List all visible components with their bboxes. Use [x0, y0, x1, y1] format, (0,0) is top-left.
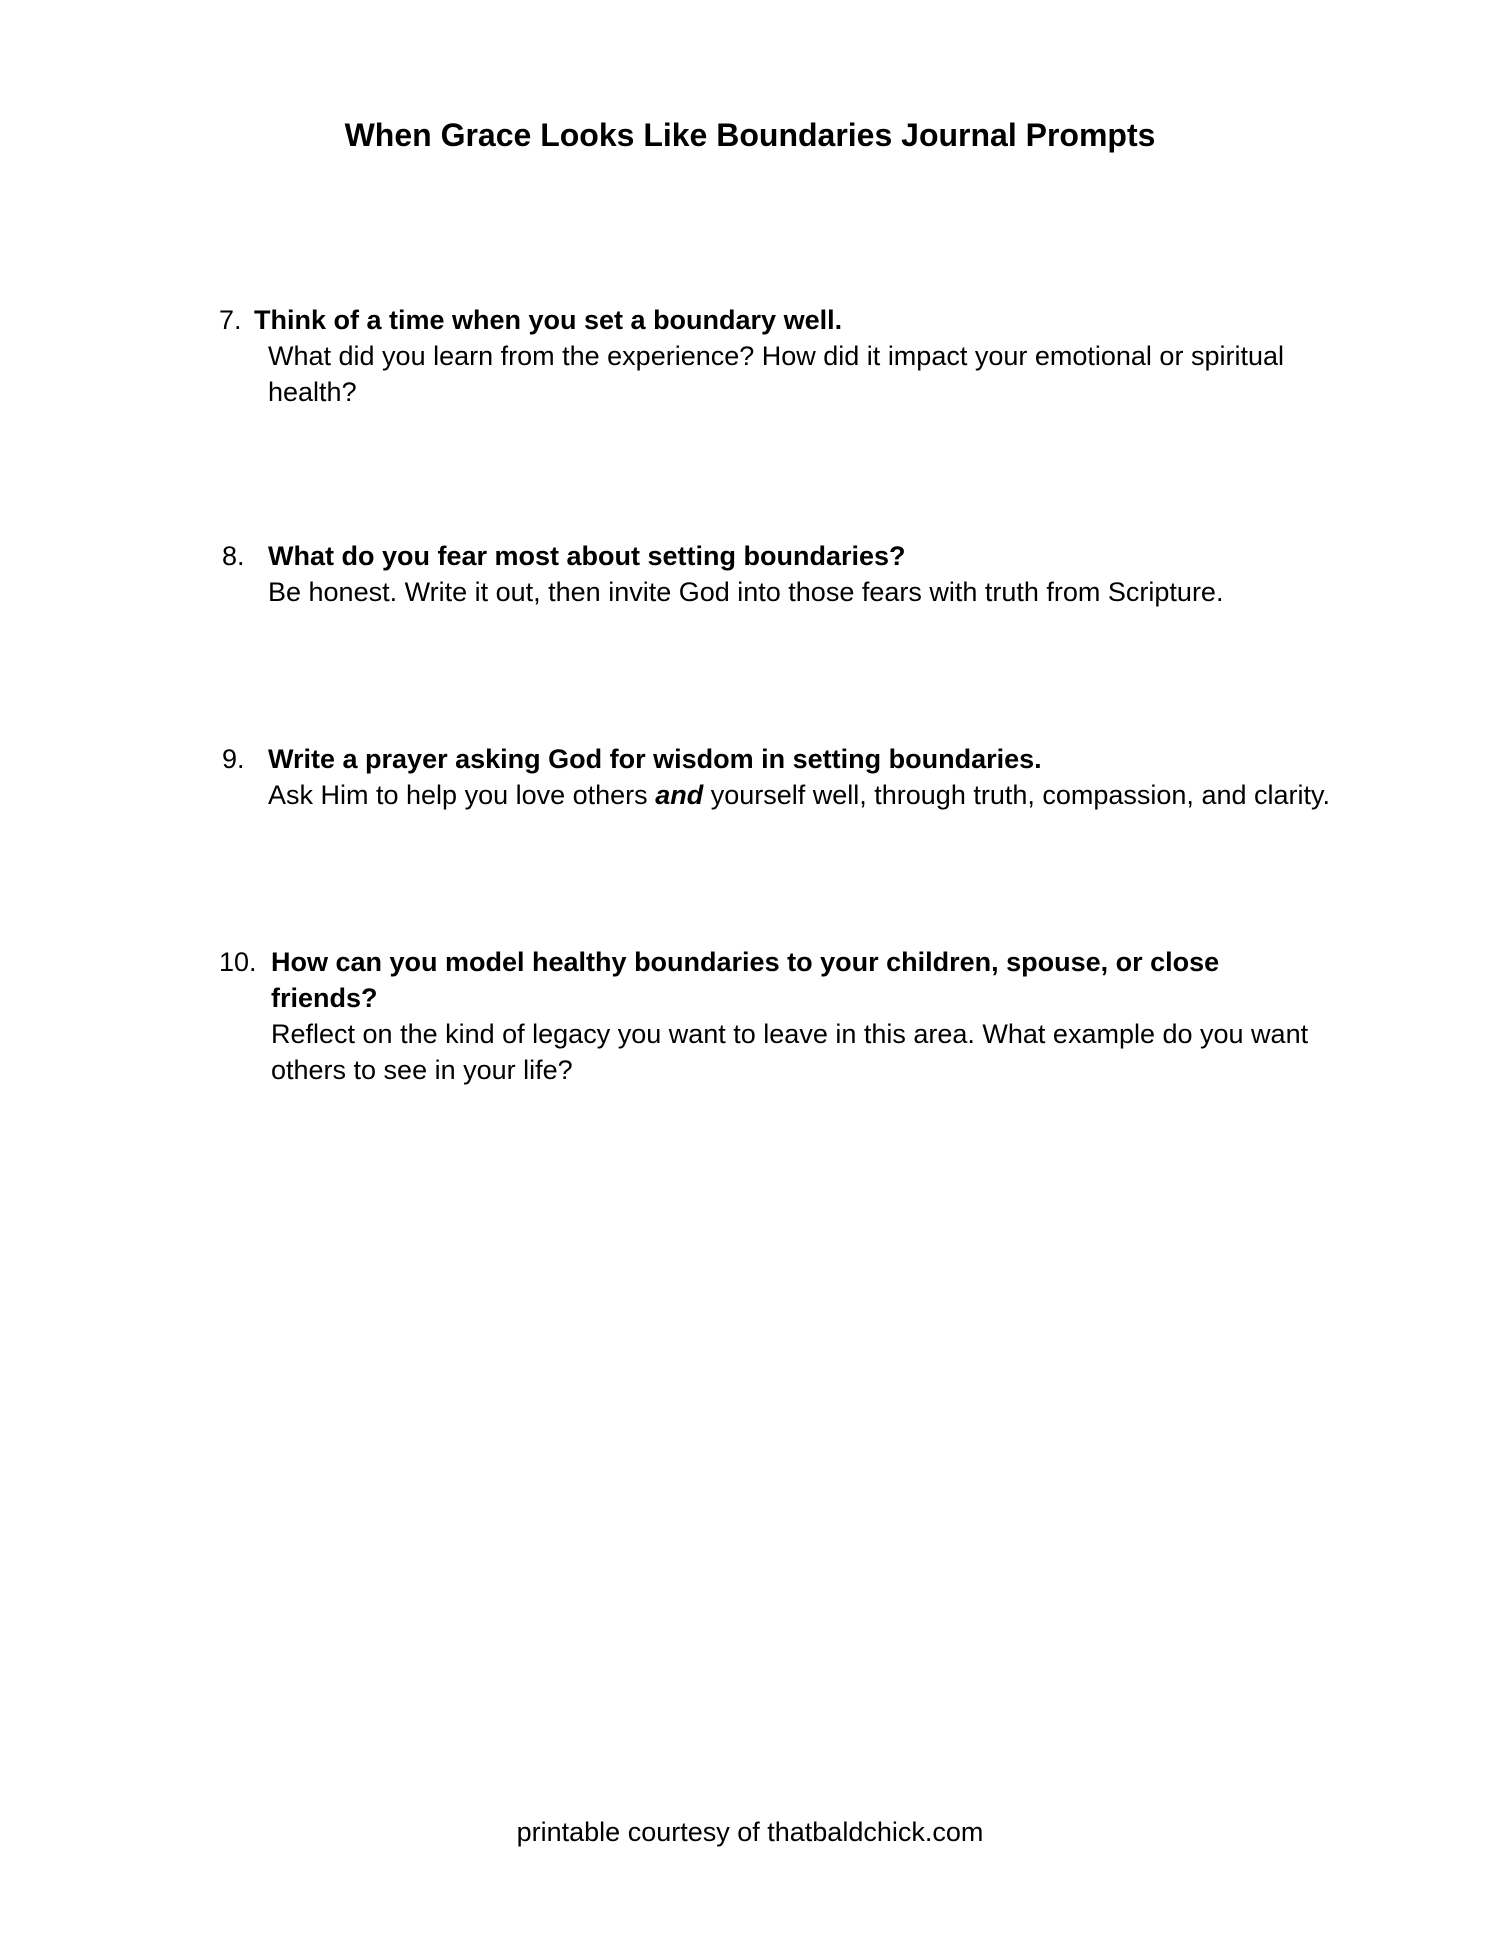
prompt-body-emphasis: and	[655, 780, 704, 810]
prompt-body-suffix: yourself well, through truth, compassion, and clarity.	[703, 780, 1330, 810]
journal-prompt-7	[219, 302, 1365, 410]
prompt-content	[271, 944, 1371, 1088]
prompt-body: What did you learn from the experience? How did it impact your emotional or spiritual health?	[268, 341, 1284, 407]
prompt-content	[254, 302, 1365, 410]
prompt-body-prefix: Ask Him to help you love others	[268, 780, 656, 810]
prompt-heading: What do you fear most about setting boundaries?	[268, 541, 906, 571]
prompt-heading: Think of a time when you set a boundary well.	[254, 305, 843, 335]
prompt-body	[268, 777, 1375, 813]
prompt-content	[268, 538, 1368, 610]
prompt-number: 10.	[219, 947, 257, 977]
prompt-number: 9.	[222, 744, 245, 774]
page-title: When Grace Looks Like Boundaries Journal Prompts	[344, 117, 1156, 153]
prompt-content	[268, 741, 1375, 813]
prompt-number: 8.	[222, 541, 245, 571]
prompt-number: 7.	[219, 305, 242, 335]
prompt-body: Reflect on the kind of legacy you want to leave in this area. What example do you want others to see in your life?	[271, 1019, 1309, 1085]
journal-prompt-8	[222, 538, 1368, 610]
prompt-heading: Write a prayer asking God for wisdom in setting boundaries.	[268, 744, 1042, 774]
journal-prompt-10	[219, 944, 1371, 1088]
footer-credit: printable courtesy of thatbaldchick.com	[516, 1817, 984, 1847]
prompt-body: Be honest. Write it out, then invite God into those fears with truth from Scripture.	[268, 577, 1224, 607]
journal-prompt-9	[222, 741, 1375, 813]
prompt-heading: How can you model healthy boundaries to your children, spouse, or close friends?	[271, 947, 1220, 1013]
